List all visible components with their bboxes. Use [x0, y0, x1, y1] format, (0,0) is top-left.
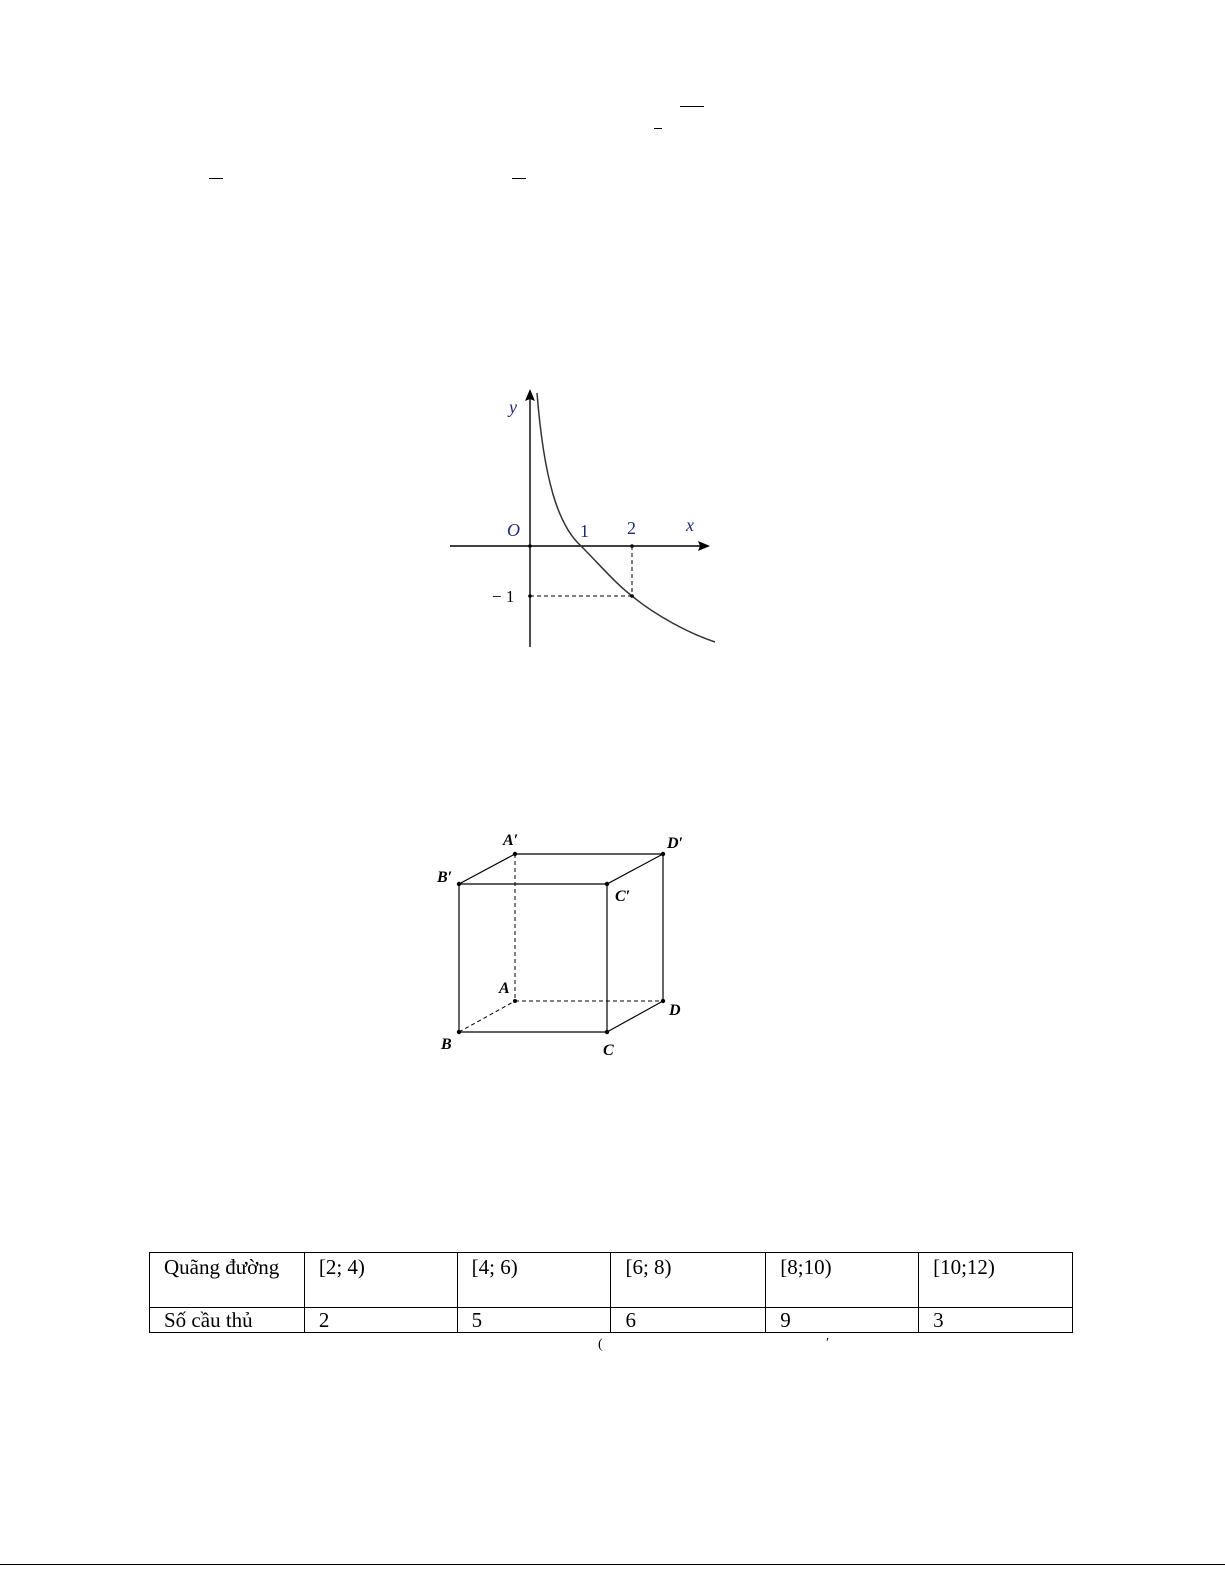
frequency-table: [149, 1252, 1073, 1333]
label-D-prime: D′: [667, 835, 684, 852]
label-A: A: [499, 980, 510, 997]
label-C-prime: C′: [615, 888, 631, 905]
table-cell: [4; 6): [457, 1253, 611, 1308]
cube-figure: [430, 825, 700, 1070]
vertex-D: [661, 999, 665, 1003]
page-footer-rule: [0, 1564, 1225, 1565]
y-axis-label: y: [509, 397, 517, 417]
point-yneg1: [528, 594, 532, 598]
table-header-cell: Quãng đường: [150, 1253, 305, 1308]
vertex-C-prime: [605, 882, 609, 886]
point-x2: [630, 544, 634, 548]
vertex-A: [513, 999, 517, 1003]
vertex-D-prime: [661, 852, 665, 856]
y-tick-neg1: − 1: [492, 587, 515, 606]
origin-point: [528, 544, 532, 548]
table-cell: 9: [766, 1308, 919, 1333]
label-C: C: [603, 1042, 614, 1059]
table-cell: 6: [611, 1308, 766, 1333]
top-face: [459, 854, 663, 884]
point-2-neg1: [630, 594, 634, 598]
table-cell: [10;12): [919, 1253, 1073, 1308]
fraction-bar-fragment: [209, 178, 223, 179]
function-graph-svg: [440, 385, 730, 655]
stray-mark: (: [598, 1337, 603, 1352]
x-axis-label: x: [686, 515, 694, 535]
cube-svg: [430, 825, 700, 1070]
edge-CD: [607, 1001, 663, 1032]
table-cell: [2; 4): [304, 1253, 457, 1308]
x-tick-2: 2: [627, 518, 636, 538]
function-graph-figure: [440, 385, 730, 655]
fraction-bar-fragment: [680, 106, 704, 107]
table-header-cell: Số cầu thủ: [150, 1308, 305, 1333]
stray-mark: ′: [826, 1336, 830, 1351]
table-cell: [8;10): [766, 1253, 919, 1308]
table-cell: 2: [304, 1308, 457, 1333]
vertex-A-prime: [513, 852, 517, 856]
label-B-prime: B′: [437, 869, 453, 886]
table-cell: [6; 8): [611, 1253, 766, 1308]
table-cell: 3: [919, 1308, 1073, 1333]
table-row-distance: [150, 1253, 1073, 1308]
fraction-bar-fragment: [654, 128, 662, 129]
fraction-bar-fragment: [512, 178, 526, 179]
vertex-B-prime: [457, 882, 461, 886]
table-row-players: [150, 1308, 1073, 1333]
vertex-C: [605, 1030, 609, 1034]
table-cell: 5: [457, 1308, 611, 1333]
edge-AB: [459, 1001, 515, 1032]
label-A-prime: A′: [503, 832, 519, 849]
label-B: B: [441, 1036, 452, 1053]
label-D: D: [669, 1002, 681, 1019]
origin-label: O: [507, 520, 520, 540]
vertex-B: [457, 1030, 461, 1034]
x-tick-1: 1: [580, 521, 589, 541]
